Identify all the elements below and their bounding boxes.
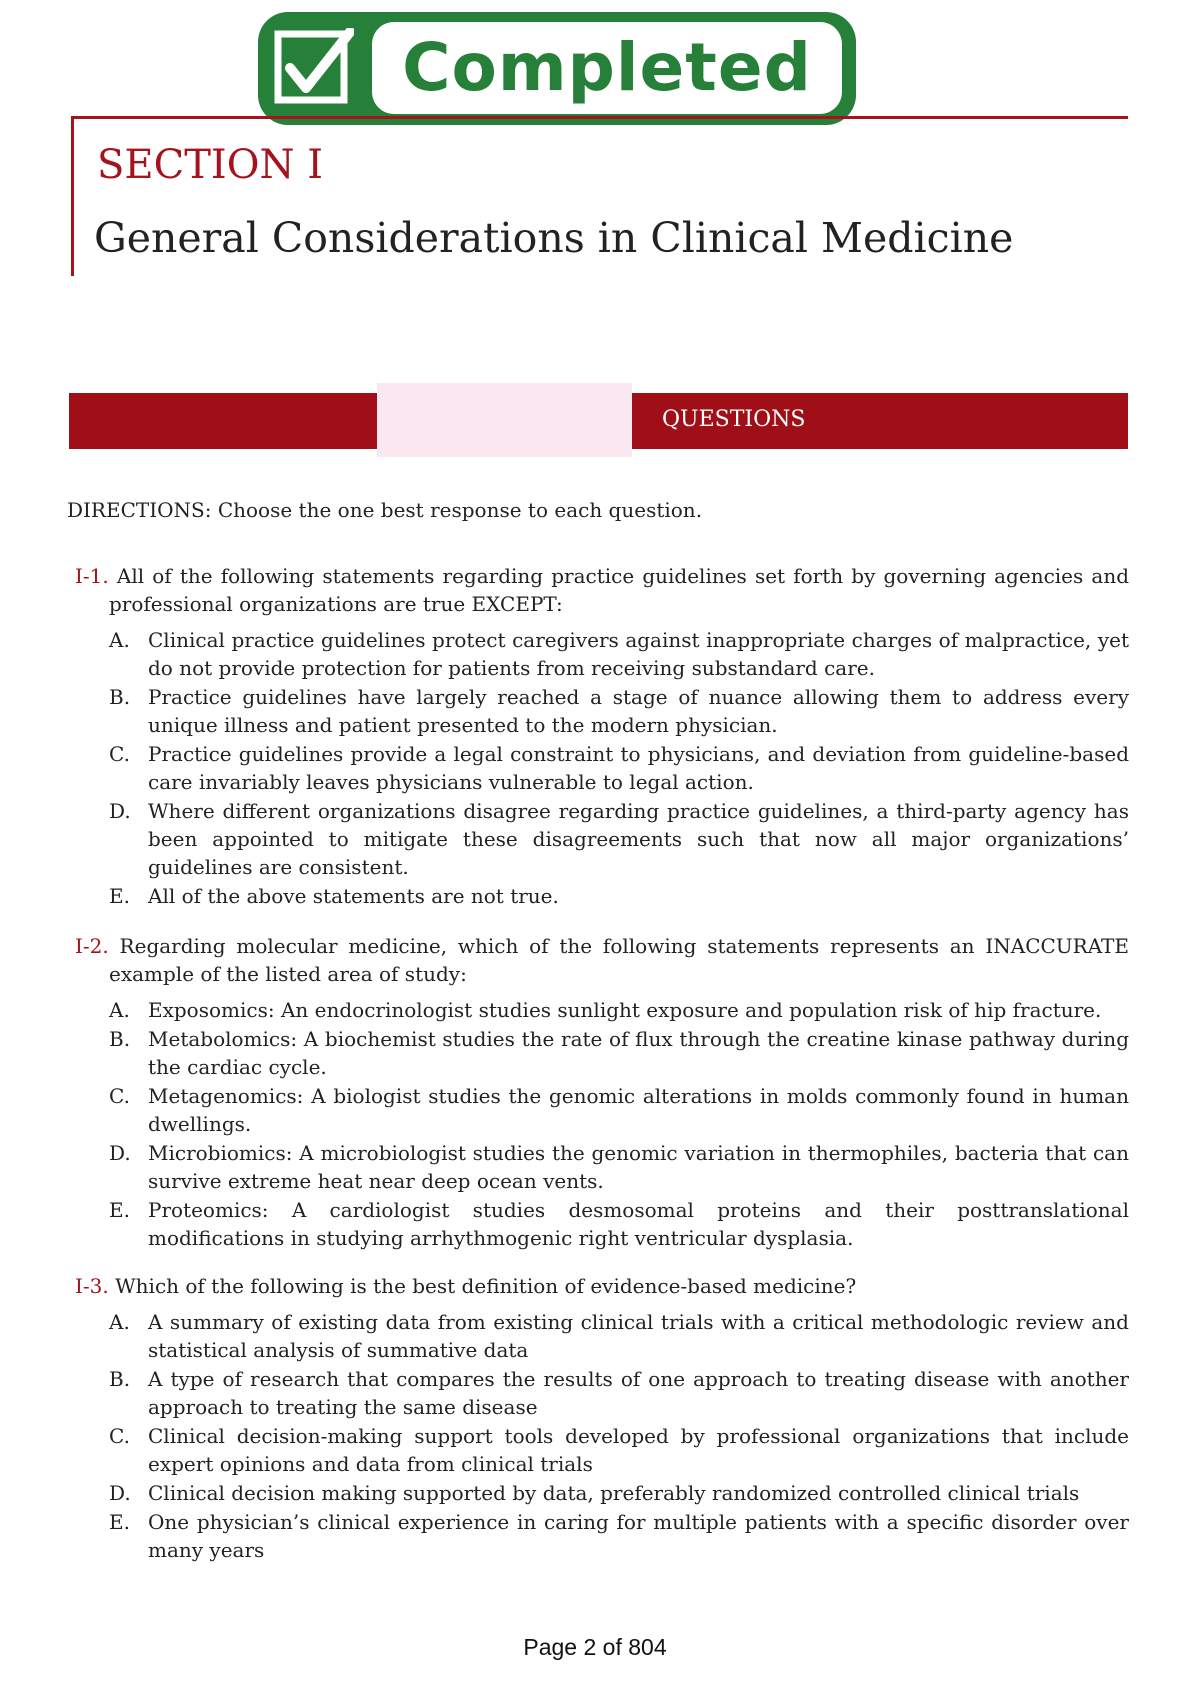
option-text: A type of research that compares the results of one approach to treating disease with another approach to treating the same disease [148, 1367, 1129, 1419]
option-letter: A. [109, 628, 130, 652]
answer-option [75, 1479, 1129, 1507]
option-text: Metabolomics: A biochemist studies the rate of flux through the creatine kinase pathway during the cardiac cycle. [148, 1027, 1129, 1079]
question-stem [75, 562, 1129, 618]
question-block [75, 562, 1129, 911]
option-text: Clinical decision-making support tools developed by professional organizations that include expert opinions and data from clinical trials [148, 1424, 1129, 1476]
option-letter: D. [109, 1141, 131, 1165]
answer-option [75, 996, 1129, 1024]
option-letter: E. [109, 884, 130, 908]
answer-option [75, 626, 1129, 682]
section-top-rule [71, 116, 1128, 119]
option-text: A summary of existing data from existing clinical trials with a critical methodologic review and statistical analysis of summative data [148, 1310, 1129, 1362]
section-title: General Considerations in Clinical Medicine [94, 214, 1014, 262]
answer-option [75, 1082, 1129, 1138]
answer-option [75, 1508, 1129, 1564]
answer-option [75, 1308, 1129, 1364]
option-letter: D. [109, 1481, 131, 1505]
question-block [75, 1272, 1129, 1565]
option-letter: B. [109, 1367, 131, 1391]
option-text: Practice guidelines have largely reached a stage of nuance allowing them to address every unique illness and patient presented to the modern physician. [148, 685, 1129, 737]
option-text: All of the above statements are not true. [148, 884, 559, 908]
answer-options [75, 1308, 1129, 1564]
answer-option [75, 1139, 1129, 1195]
option-text: Clinical decision making supported by data, preferably randomized controlled clinical trials [148, 1481, 1080, 1505]
question-number: I-1. [75, 564, 109, 588]
section-label: SECTION I [97, 142, 323, 188]
question-number: I-3. [75, 1274, 109, 1298]
badge-text: Completed [402, 29, 812, 106]
questions-banner-highlight [377, 383, 632, 457]
option-letter: D. [109, 799, 131, 823]
option-letter: E. [109, 1510, 130, 1534]
option-letter: C. [109, 1084, 130, 1108]
option-letter: B. [109, 685, 131, 709]
option-text: One physician’s clinical experience in caring for multiple patients with a specific disorder over many years [148, 1510, 1129, 1562]
option-text: Proteomics: A cardiologist studies desmosomal proteins and their posttranslational modifications in studying arrhythmogenic right ventricular dysplasia. [148, 1198, 1129, 1250]
option-letter: E. [109, 1198, 130, 1222]
badge-label-box [372, 22, 842, 114]
option-text: Exposomics: An endocrinologist studies sunlight exposure and population risk of hip fracture. [148, 998, 1102, 1022]
option-text: Metagenomics: A biologist studies the genomic alterations in molds commonly found in human dwellings. [148, 1084, 1129, 1136]
option-text: Microbiomics: A microbiologist studies the genomic variation in thermophiles, bacteria that can survive extreme heat near deep ocean vents. [148, 1141, 1129, 1193]
option-letter: B. [109, 1027, 131, 1051]
section-side-rule [71, 118, 74, 276]
answer-option [75, 1422, 1129, 1478]
directions-text: DIRECTIONS: Choose the one best response to each question. [67, 498, 703, 522]
answer-option [75, 797, 1129, 881]
option-letter: A. [109, 998, 130, 1022]
option-letter: C. [109, 1424, 130, 1448]
option-text: Where different organizations disagree regarding practice guidelines, a third-party agency has been appointed to mitigate these disagreements such that now all major organizations’ guidelines are consistent. [148, 799, 1129, 879]
answer-option [75, 882, 1129, 910]
question-number: I-2. [75, 934, 109, 958]
question-stem [75, 932, 1129, 988]
answer-option [75, 1365, 1129, 1421]
questions-heading: QUESTIONS [662, 407, 806, 432]
answer-option [75, 1196, 1129, 1252]
question-text: Which of the following is the best definition of evidence-based medicine? [115, 1274, 857, 1298]
completed-badge [258, 12, 856, 125]
answer-option [75, 1025, 1129, 1081]
question-block [75, 932, 1129, 1253]
answer-options [75, 996, 1129, 1252]
question-stem [75, 1272, 1129, 1300]
answer-options [75, 626, 1129, 910]
answer-option [75, 740, 1129, 796]
option-letter: A. [109, 1310, 130, 1334]
checkmark-icon [274, 28, 354, 108]
question-text: Regarding molecular medicine, which of the following statements represents an INACCURATE example of the listed area of study: [109, 934, 1129, 986]
option-text: Clinical practice guidelines protect caregivers against inappropriate charges of malpractice, yet do not provide protection for patients from receiving substandard care. [148, 628, 1129, 680]
page-number: Page 2 of 804 [523, 1634, 667, 1660]
option-text: Practice guidelines provide a legal constraint to physicians, and deviation from guideline-based care invariably leaves physicians vulnerable to legal action. [148, 742, 1129, 794]
question-text: All of the following statements regarding practice guidelines set forth by governing agencies and professional organizations are true EXCEPT: [109, 564, 1130, 616]
option-letter: C. [109, 742, 130, 766]
answer-option [75, 683, 1129, 739]
